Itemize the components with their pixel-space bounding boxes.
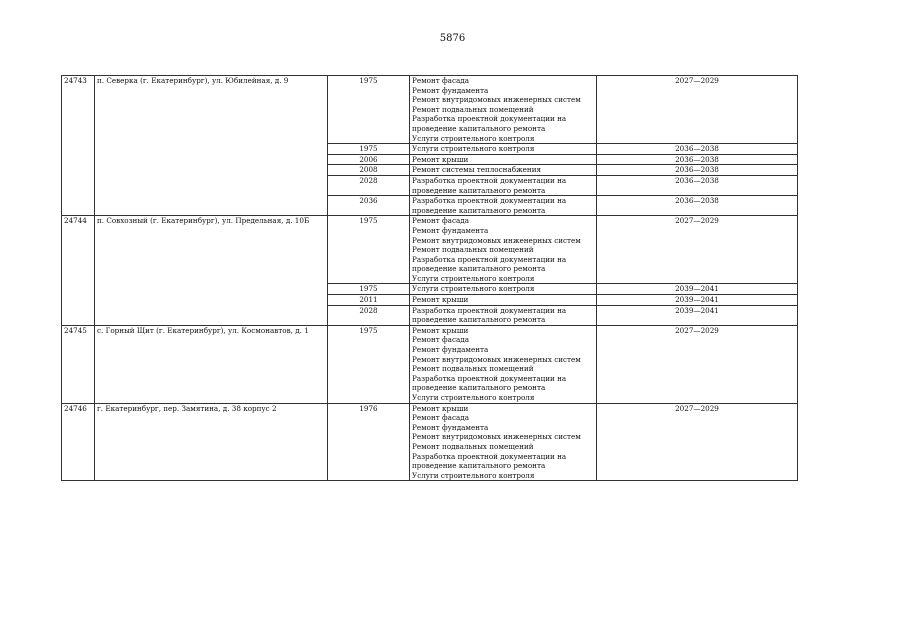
work-item: Ремонт подвальных помещений <box>412 364 534 374</box>
period-cell: 2036—2038 <box>597 154 798 165</box>
work-item: Ремонт фундамента <box>412 422 489 432</box>
work-item: Ремонт крыши <box>412 295 469 305</box>
page-number: 5876 <box>439 33 466 44</box>
work-item: Ремонт фундамента <box>412 85 489 95</box>
work-item: Ремонт системы теплоснабжения <box>412 165 542 175</box>
work-types-cell <box>410 284 597 295</box>
work-types-cell <box>410 175 597 195</box>
work-types-cell <box>410 295 597 306</box>
work-item: Ремонт крыши <box>412 403 469 413</box>
work-item: Ремонт крыши <box>412 154 469 164</box>
work-item: Ремонт фасада <box>412 335 469 345</box>
work-types-cell <box>410 216 597 284</box>
period-cell: 2027—2029 <box>597 403 798 481</box>
year-cell: 1975 <box>328 284 410 295</box>
work-item: Услуги строительного контроля <box>412 144 535 154</box>
work-item: проведение капитального ремонта <box>412 185 546 195</box>
work-item: проведение капитального ремонта <box>412 264 546 274</box>
table-row <box>62 325 798 403</box>
work-item: Разработка проектной документации на <box>412 373 567 383</box>
work-item: проведение капитального ремонта <box>412 383 546 393</box>
work-item: Разработка проектной документации на <box>412 114 567 124</box>
period-cell: 2027—2029 <box>597 325 798 403</box>
building-id: 24744 <box>62 216 95 326</box>
year-cell: 2028 <box>328 305 410 325</box>
building-address: п. Северка (г. Екатеринбург), ул. Юбилейная, д. 9 <box>95 76 328 216</box>
work-item: Ремонт фундамента <box>412 225 489 235</box>
work-item: Услуги строительного контроля <box>412 470 535 480</box>
work-item: проведение капитального ремонта <box>412 461 546 471</box>
period-cell: 2027—2029 <box>597 76 798 144</box>
work-item: Ремонт внутридомовых инженерных систем <box>412 95 581 105</box>
period-cell: 2039—2041 <box>597 295 798 306</box>
work-types-cell <box>410 165 597 176</box>
building-id: 24743 <box>62 76 95 216</box>
year-cell: 1976 <box>328 403 410 481</box>
work-item: Разработка проектной документации на <box>412 175 567 185</box>
building-address: с. Горный Щит (г. Екатеринбург), ул. Космонавтов, д. 1 <box>95 325 328 403</box>
year-cell: 1975 <box>328 76 410 144</box>
work-item: Услуги строительного контроля <box>412 133 535 143</box>
work-types-cell <box>410 196 597 216</box>
work-item: Разработка проектной документации на <box>412 305 567 315</box>
year-cell: 1975 <box>328 325 410 403</box>
year-cell: 2006 <box>328 154 410 165</box>
table-body <box>62 76 798 481</box>
work-item: Услуги строительного контроля <box>412 284 535 294</box>
work-item: Разработка проектной документации на <box>412 254 567 264</box>
repair-schedule-table <box>61 75 798 481</box>
year-cell: 1975 <box>328 216 410 284</box>
work-types-cell <box>410 305 597 325</box>
period-cell: 2036—2038 <box>597 175 798 195</box>
year-cell: 2036 <box>328 196 410 216</box>
work-types-cell <box>410 325 597 403</box>
period-cell: 2039—2041 <box>597 305 798 325</box>
work-item: Ремонт фундамента <box>412 345 489 355</box>
building-address: г. Екатеринбург, пер. Замятина, д. 38 корпус 2 <box>95 403 328 481</box>
work-item: Ремонт внутридомовых инженерных систем <box>412 432 581 442</box>
period-cell: 2027—2029 <box>597 216 798 284</box>
work-item: Ремонт внутридомовых инженерных систем <box>412 354 581 364</box>
work-item: Ремонт подвальных помещений <box>412 441 534 451</box>
work-item: Ремонт фасада <box>412 216 469 226</box>
table-row <box>62 216 798 284</box>
work-types-cell <box>410 154 597 165</box>
building-address: п. Совхозный (г. Екатеринбург), ул. Предельная, д. 10Б <box>95 216 328 326</box>
work-item: Ремонт фасада <box>412 413 469 423</box>
work-item: Ремонт фасада <box>412 76 469 85</box>
building-id: 24746 <box>62 403 95 481</box>
work-item: проведение капитального ремонта <box>412 123 546 133</box>
work-item: Услуги строительного контроля <box>412 393 535 402</box>
work-types-cell <box>410 403 597 481</box>
work-item: Разработка проектной документации на <box>412 451 567 461</box>
table-row <box>62 403 798 481</box>
work-item: Ремонт подвальных помещений <box>412 104 534 114</box>
period-cell: 2036—2038 <box>597 144 798 155</box>
work-item: Разработка проектной документации на <box>412 196 567 206</box>
year-cell: 2028 <box>328 175 410 195</box>
work-types-cell <box>410 76 597 144</box>
period-cell: 2036—2038 <box>597 196 798 216</box>
work-types-cell <box>410 144 597 155</box>
building-id: 24745 <box>62 325 95 403</box>
work-item: Ремонт крыши <box>412 325 469 335</box>
work-item: проведение капитального ремонта <box>412 205 546 215</box>
work-item: Ремонт подвальных помещений <box>412 245 534 255</box>
work-item: Ремонт внутридомовых инженерных систем <box>412 235 581 245</box>
period-cell: 2036—2038 <box>597 165 798 176</box>
year-cell: 2011 <box>328 295 410 306</box>
work-item: Услуги строительного контроля <box>412 273 535 283</box>
year-cell: 1975 <box>328 144 410 155</box>
table-row <box>62 76 798 144</box>
period-cell: 2039—2041 <box>597 284 798 295</box>
year-cell: 2008 <box>328 165 410 176</box>
work-item: проведение капитального ремонта <box>412 315 546 325</box>
